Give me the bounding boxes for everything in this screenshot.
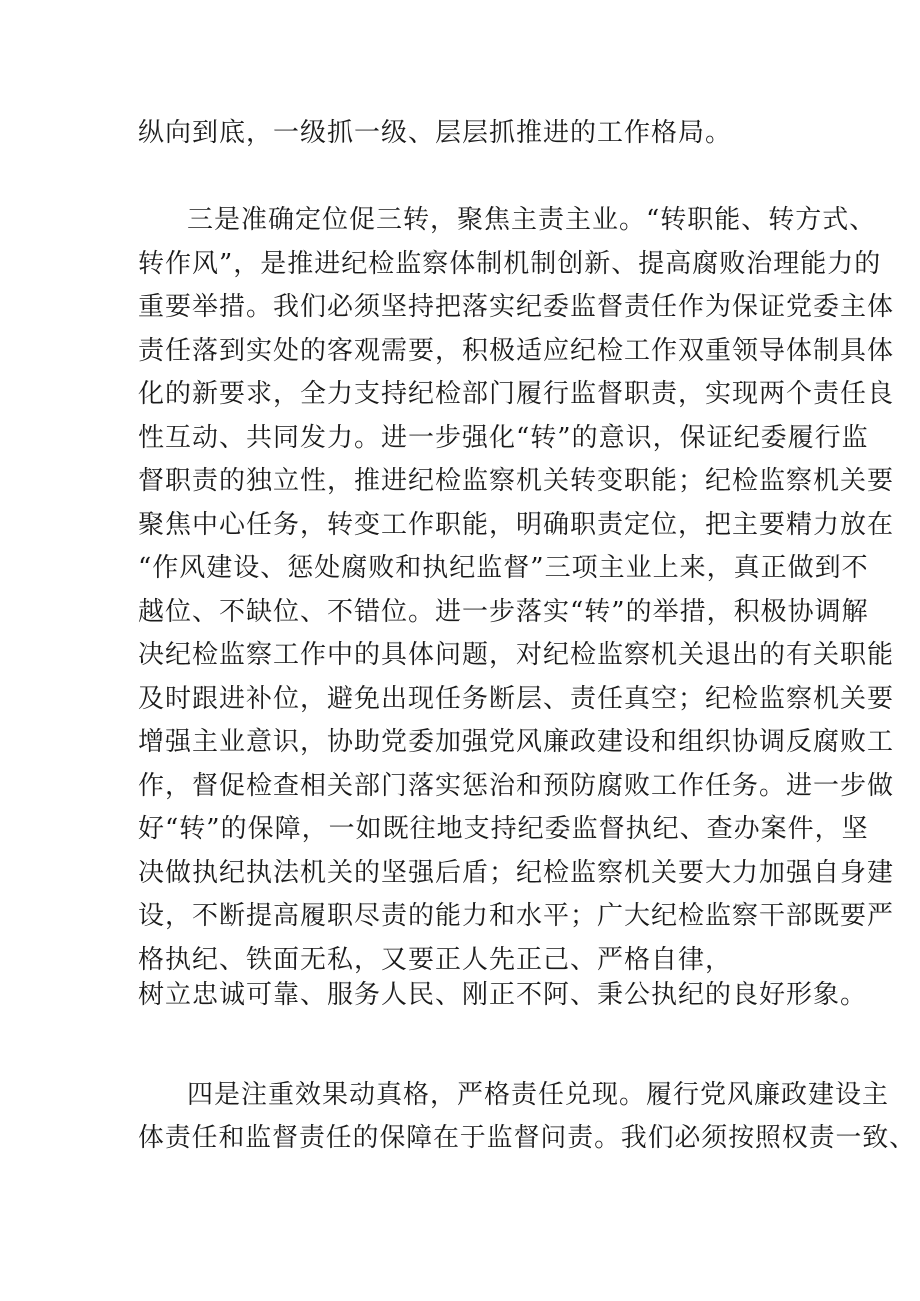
text-line: 责任落到实处的客观需要，积极适应纪检工作双重领导体制具体 (138, 336, 895, 366)
text-line: 重要举措。我们必须坚持把落实纪委监督责任作为保证党委主体 (138, 292, 895, 322)
text-line: 转作风”，是推进纪检监察体制机制创新、提高腐败治理能力的 (138, 249, 882, 279)
text-line: 越位、不缺位、不错位。进一步落实“转”的举措，积极协调解 (138, 597, 869, 627)
text-line: 增强主业意识，协助党委加强党风廉政建设和组织协调反腐败工 (138, 727, 895, 757)
text-line: 作，督促检查相关部门落实惩治和预防腐败工作任务。进一步做 (138, 771, 895, 801)
text-line: 好“转”的保障，一如既往地支持纪委监督执纪、查办案件，坚 (138, 814, 869, 844)
text-line: 决做执纪执法机关的坚强后盾；纪检监察机关要大力加强自身建 (138, 858, 895, 888)
paragraph-first-line: 四是注重效果动真格，严格责任兑现。履行党风廉政建设主 (187, 1080, 890, 1110)
text-line: 体责任和监督责任的保障在于监督问责。我们必须按照权责一致、 (138, 1123, 917, 1153)
paragraph-first-line: 三是准确定位促三转，聚焦主责主业。“转职能、转方式、 (187, 205, 877, 235)
text-line: 设，不断提高履职尽责的能力和水平；广大纪检监察干部既要严 (138, 901, 895, 931)
text-line: 纵向到底，一级抓一级、层层抓推进的工作格局。 (138, 118, 733, 148)
text-line: 及时跟进补位，避免出现任务断层、责任真空；纪检监察机关要 (138, 684, 895, 714)
text-line: 聚焦中心任务，转变工作职能，明确职责定位，把主要精力放在 (138, 510, 895, 540)
text-line: 格执纪、铁面无私，又要正人先正己、严格自律， (138, 945, 733, 975)
text-line: 决纪检监察工作中的具体问题，对纪检监察机关退出的有关职能 (138, 640, 895, 670)
text-line: 化的新要求，全力支持纪检部门履行监督职责，实现两个责任良 (138, 379, 895, 409)
text-line: 性互动、共同发力。进一步强化“转”的意识，保证纪委履行监 (138, 423, 869, 453)
text-line: 督职责的独立性，推进纪检监察机关转变职能；纪检监察机关要 (138, 466, 895, 496)
text-line: “作风建设、惩处腐败和执纪监督”三项主业上来，真正做到不 (138, 553, 869, 583)
text-line: 树立忠诚可靠、服务人民、刚正不阿、秉公执纪的良好形象。 (138, 980, 868, 1010)
